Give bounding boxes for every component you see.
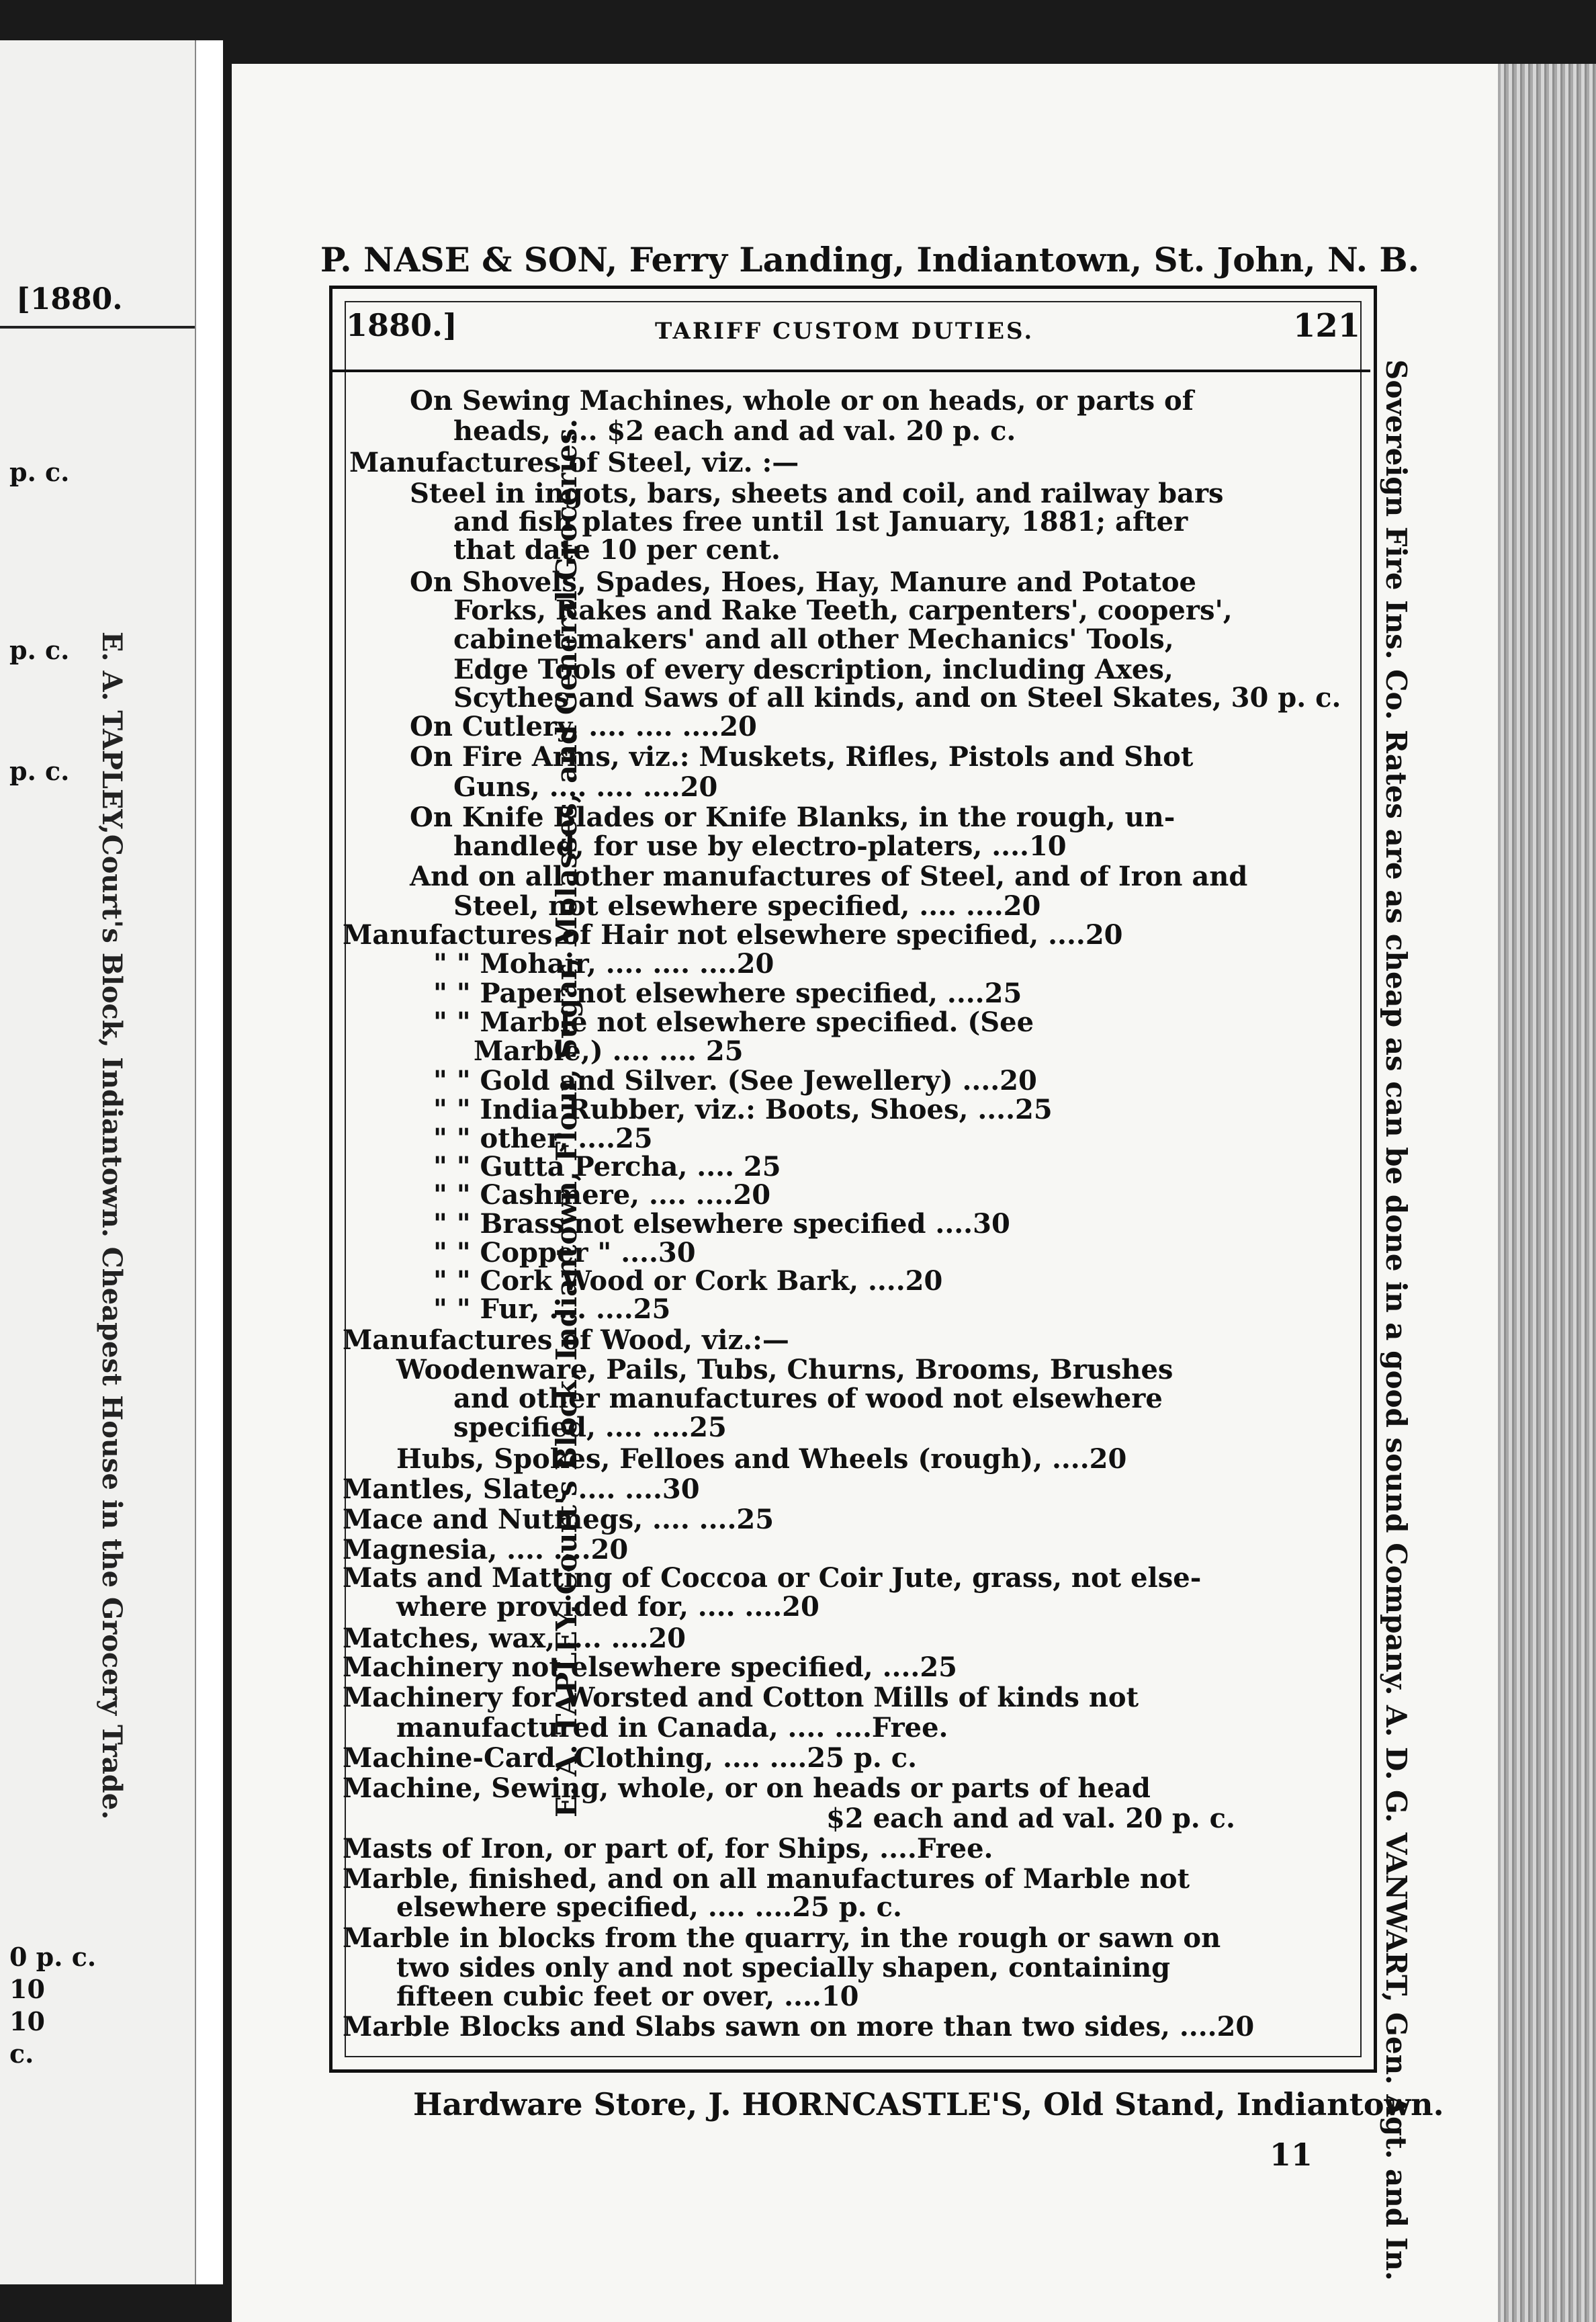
right-margin-advertisement: Sovereign Fire Ins. Co. Rates are as cheap as can be done in a good sound Company. A. D. G. VANWART, Gen. Agt. and In. <box>1380 359 1413 2281</box>
tariff-line: elsewhere specified, .... ....25 p. c. <box>396 1891 902 1923</box>
tariff-line: On Knife Blades or Knife Blanks, in the rough, un- <box>410 802 1176 833</box>
header-rule <box>329 370 1370 372</box>
tariff-line: On Cutlery, .... .... ....20 <box>410 711 757 742</box>
tariff-line: Mace and Nutmegs, .... ....25 <box>343 1504 774 1535</box>
tariff-line: fifteen cubic feet or over, ....10 <box>396 1981 859 2012</box>
tariff-line: Matches, wax, .... ....20 <box>343 1623 686 1654</box>
previous-page <box>0 40 210 2284</box>
tariff-line: " " Copper " ....30 <box>433 1237 696 1268</box>
tariff-line: specified, .... ....25 <box>453 1412 727 1443</box>
tariff-line: where provided for, .... ....20 <box>396 1591 819 1623</box>
left-page-side-advertisement: E. A. TAPLEY,Court's Block, Indiantown. Cheapest House in the Grocery Trade. <box>96 632 128 1820</box>
tariff-line: " " Paper not elsewhere specified, ....25 <box>433 978 1022 1009</box>
running-head-year: 1880.] <box>346 307 457 343</box>
left-page-rate: 10 <box>9 1974 45 2004</box>
tariff-line: " " Cork Wood or Cork Bark, ....20 <box>433 1265 943 1297</box>
tariff-line: Machinery for Worsted and Cotton Mills of kinds not <box>343 1682 1139 1713</box>
tariff-line: Manufactures of Wood, viz.:— <box>343 1324 789 1356</box>
running-head-title: TARIFF CUSTOM DUTIES. <box>655 318 1034 345</box>
tariff-line: cabinet-makers' and all other Mechanics' Tools, <box>453 624 1174 655</box>
tariff-line: manufactured in Canada, .... ....Free. <box>396 1712 948 1744</box>
tariff-line: Hubs, Spokes, Felloes and Wheels (rough), ....20 <box>396 1443 1127 1475</box>
tariff-line: and fish plates free until 1st January, 1881; after <box>453 506 1188 538</box>
tariff-line: " " Gutta Percha, .... 25 <box>433 1151 781 1182</box>
left-margin-advertisement: E. A. TAPLEY, Court's Block, Indiantown, Flour, Sugar, Molasses, and General Groceries. <box>550 418 583 1817</box>
tariff-line: " " Mohair, .... .... ....20 <box>433 948 774 980</box>
main-page <box>232 64 1521 2322</box>
left-page-rate: 0 p. c. <box>9 1942 97 1972</box>
tariff-line: and other manufactures of wood not elsewhere <box>453 1383 1163 1414</box>
tariff-line: Guns, .... .... ....20 <box>453 771 718 803</box>
tariff-line: " " Fur, .... ....25 <box>433 1293 671 1325</box>
left-page-rate: 10 <box>9 2006 45 2036</box>
tariff-line: Scythes and Saws of all kinds, and on Steel Skates, 30 p. c. <box>453 682 1341 714</box>
tariff-line: Machinery not elsewhere specified, ....25 <box>343 1651 957 1683</box>
tariff-line: Machine, Sewing, whole, or on heads or parts of head <box>343 1772 1151 1804</box>
tariff-line: Manufactures of Hair not elsewhere specified, ....20 <box>343 919 1123 951</box>
left-page-rate: p. c. <box>9 635 70 665</box>
tariff-line: " " other, ....25 <box>433 1123 653 1154</box>
tariff-line: On Shovels, Spades, Hoes, Hay, Manure and Potatoe <box>410 566 1196 598</box>
signature-mark: 11 <box>1270 2137 1313 2173</box>
tariff-line: that date 10 per cent. <box>453 534 781 566</box>
page-gutter <box>195 40 223 2284</box>
tariff-line: Mats and Matting of Coccoa or Coir Jute, grass, not else- <box>343 1562 1202 1594</box>
tariff-line: Edge Tools of every description, including Axes, <box>453 654 1173 685</box>
tariff-line: Steel in ingots, bars, sheets and coil, and railway bars <box>410 478 1224 509</box>
book-page-edges <box>1498 64 1596 2322</box>
tariff-line: handled, for use by electro-platers, ....10 <box>453 830 1067 862</box>
tariff-line: " " Marble not elsewhere specified. (See <box>433 1006 1034 1038</box>
header-advertisement: P. NASE & SON, Ferry Landing, Indiantown, St. John, N. B. <box>320 240 1420 280</box>
tariff-line: Machine-Card, Clothing, .... ....25 p. c. <box>343 1742 917 1774</box>
tariff-line: On Sewing Machines, whole or on heads, or parts of <box>410 385 1194 417</box>
left-page-rate: p. c. <box>9 457 70 487</box>
left-page-rule <box>0 326 195 329</box>
tariff-line: two sides only and not specially shapen, containing <box>396 1952 1171 1983</box>
tariff-line: Marble in blocks from the quarry, in the rough or sawn on <box>343 1922 1221 1954</box>
footer-advertisement: Hardware Store, J. HORNCASTLE'S, Old Stand, Indiantown. <box>413 2086 1444 2122</box>
tariff-line: " " Gold and Silver. (See Jewellery) ....20 <box>433 1065 1037 1096</box>
left-page-rate: p. c. <box>9 756 70 786</box>
tariff-line: $2 each and ad val. 20 p. c. <box>826 1803 1235 1834</box>
left-page-rate: c. <box>9 2038 34 2069</box>
tariff-line: Steel, not elsewhere specified, .... ....20 <box>453 890 1041 922</box>
tariff-line: heads, .... $2 each and ad val. 20 p. c. <box>453 415 1016 447</box>
tariff-line: " " India Rubber, viz.: Boots, Shoes, ....25 <box>433 1094 1053 1125</box>
tariff-line: " " Brass not elsewhere specified ....30 <box>433 1208 1010 1240</box>
tariff-line: On Fire Arms, viz.: Muskets, Rifles, Pistols and Shot <box>410 741 1194 773</box>
tariff-line: Forks, Rakes and Rake Teeth, carpenters', coopers', <box>453 595 1233 626</box>
tariff-line: Marble,) .... .... 25 <box>474 1035 744 1067</box>
tariff-line: Marble Blocks and Slabs sawn on more than two sides, ....20 <box>343 2011 1255 2042</box>
page-number: 121 <box>1293 307 1361 345</box>
tariff-line: Magnesia, .... ....20 <box>343 1534 629 1565</box>
left-page-year: [1880. <box>16 282 123 316</box>
tariff-line: Marble, finished, and on all manufactures of Marble not <box>343 1863 1190 1895</box>
tariff-line: Woodenware, Pails, Tubs, Churns, Brooms, Brushes <box>396 1354 1173 1385</box>
tariff-line: Masts of Iron, or part of, for Ships, ....Free. <box>343 1833 993 1864</box>
tariff-line: Manufactures of Steel, viz. :— <box>349 447 799 478</box>
tariff-line: " " Cashmere, .... ....20 <box>433 1179 771 1211</box>
tariff-line: And on all other manufactures of Steel, and of Iron and <box>410 861 1248 892</box>
tariff-line: Mantles, Slate, .... ....30 <box>343 1473 700 1505</box>
